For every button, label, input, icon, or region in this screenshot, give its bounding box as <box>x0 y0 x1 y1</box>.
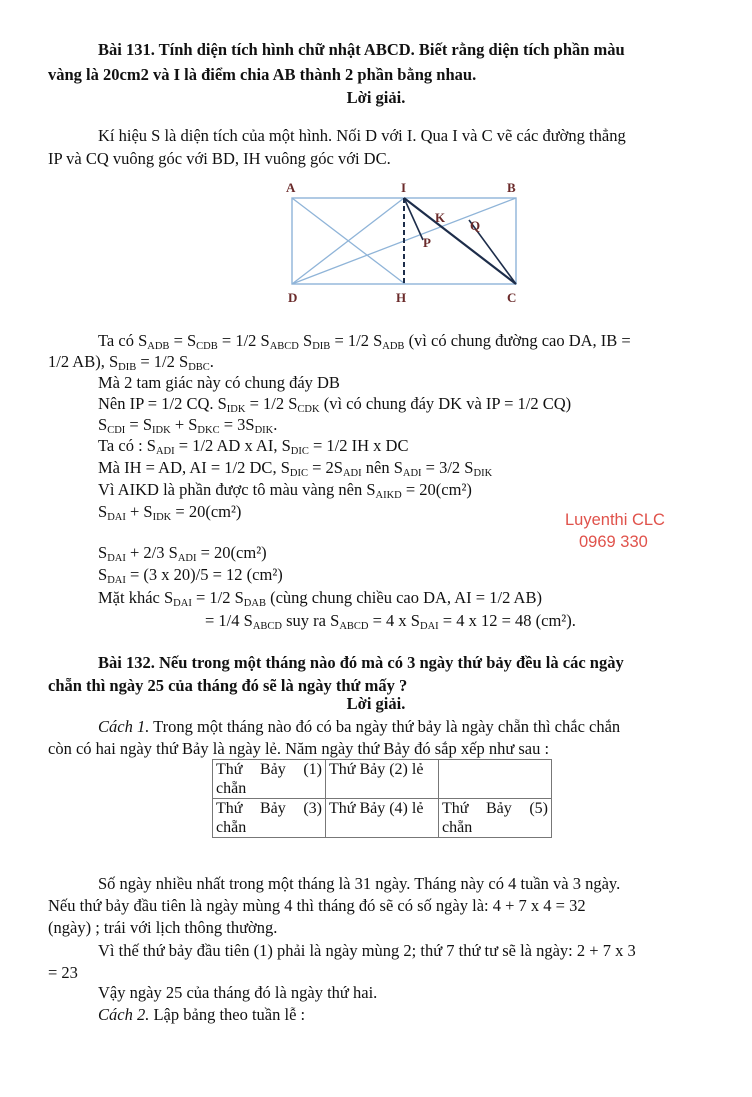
label-k: K <box>435 210 446 225</box>
table-row <box>213 799 552 838</box>
solution-line: $S_{DAI} = (3$ x 20)/5 = 12 (cm²) <box>98 565 283 586</box>
conclusion-line: Vậy ngày 25 của tháng đó là ngày thứ hai. <box>98 983 378 1002</box>
solution-line: $S_{CDI} = S_{IDK} + S_{DKC} = 3S_{DIK}$. <box>98 415 278 436</box>
paragraph-line: = 23 <box>48 963 78 982</box>
solution-line: 1/2 AB), $S_{DIB} = 1/2$ $S_{DBC}$. <box>48 352 214 373</box>
label-c: C <box>507 290 517 305</box>
solution-line: Mà IH = AD, AI = 1/2 DC, $S_{DIC} = 2S_{ADI}$ nên $S_{ADI} = 3/2$ $S_{DIK}$ <box>98 458 493 479</box>
table-cell: Thứ Bảy (2) lẻ <box>326 760 439 799</box>
solution-line: $S_{DAI} + S_{IDK} = 20(cm^2)$ <box>98 502 242 523</box>
solution-line: Nên IP = 1/2 CQ. $S_{IDK} = 1/2$ $S_{CDK}$ (vì có chung đáy DK và IP = 1/2 CQ) <box>98 394 572 415</box>
table-cell <box>439 760 552 799</box>
table-cell: Thứ Bảy (3) chẵn <box>213 799 326 838</box>
rectangle-diagram <box>280 178 540 308</box>
label-p: P <box>423 235 431 250</box>
solution-heading-131: Lời giải. <box>346 88 406 107</box>
method-2-label: Cách 2. <box>98 1005 150 1024</box>
label-a: A <box>286 180 296 195</box>
watermark-phone: 0969 330 <box>579 533 648 551</box>
paragraph-line: Số ngày nhiều nhất trong một tháng là 31 ngày. Tháng này có 4 tuần và 3 ngày. <box>98 874 621 893</box>
method-1-line-1: Cách 1. Trong một tháng nào đó có ba ngày thứ bảy là ngày chẵn thì chắc chắn <box>98 717 621 736</box>
solution-line: $S_{DAI} + 2/3$ $S_{ADI} = 20(cm^2)$ <box>98 543 267 564</box>
paragraph-line: (ngày) ; trái với lịch thông thường. <box>48 918 278 937</box>
label-b: B <box>507 180 516 195</box>
table-cell: Thứ Bảy (4) lẻ <box>326 799 439 838</box>
solution-line: = 1/4 $S_{ABCD}$ suy ra $S_{ABCD} = 4$ x $S_{DAI} = 4$ x 12 = 48 (cm²). <box>205 611 576 632</box>
table-cell: Thứ Bảy (1) chẵn <box>213 760 326 799</box>
intro-line-1: Kí hiệu S là diện tích của một hình. Nối D với I. Qua I và C vẽ các đường thẳng <box>98 126 626 145</box>
problem-131-title-cont: vàng là 20cm2 và I là điểm chia AB thành 2 phần bằng nhau. <box>48 65 477 84</box>
problem-132-title-cont: chẵn thì ngày 25 của tháng đó sẽ là ngày thứ mấy ? <box>48 676 408 695</box>
watermark-name: Luyenthi CLC <box>565 511 665 529</box>
paragraph-line: Vì thế thứ bảy đầu tiên (1) phải là ngày mùng 2; thứ 7 thứ tư sẽ là ngày: 2 + 7 x 3 <box>98 941 636 960</box>
intro-line-2: IP và CQ vuông góc với BD, IH vuông góc với DC. <box>48 149 391 168</box>
label-h: H <box>396 290 407 305</box>
label-d: D <box>288 290 298 305</box>
label-q: Q <box>470 218 481 233</box>
solution-line: Ta có $S_{ADB} = S_{CDB} = 1/2$ $S_{ABCD}$ $S_{DIB} = 1/2$ $S_{ADB}$ (vì có chung đường cao DA, IB = <box>98 331 631 352</box>
saturdays-table <box>212 759 552 838</box>
solution-line: Mà 2 tam giác này có chung đáy DB <box>98 373 340 392</box>
solution-line: Vì AIKD là phần được tô màu vàng nên $S_{AIKD} = 20(cm^2)$ <box>98 480 472 501</box>
problem-131-title: Bài 131. Tính diện tích hình chữ nhật ABCD. Biết rằng diện tích phần màu <box>98 40 625 59</box>
solution-line: Mặt khác $S_{DAI} = 1/2$ $S_{DAB}$ (cùng chung chiều cao DA, AI = 1/2 AB) <box>98 588 542 609</box>
paragraph-line: Nếu thứ bảy đầu tiên là ngày mùng 4 thì tháng đó sẽ có số ngày là: 4 + 7 x 4 = 32 <box>48 896 586 915</box>
segment-ic <box>404 198 516 284</box>
method-1-line-2: còn có hai ngày thứ Bảy là ngày lẻ. Năm ngày thứ Bảy đó sắp xếp như sau : <box>48 739 550 758</box>
table-cell: Thứ Bảy (5) chẵn <box>439 799 552 838</box>
method-2-line: Cách 2. Lập bảng theo tuần lễ : <box>98 1005 306 1024</box>
table-row <box>213 760 552 799</box>
label-i: I <box>401 180 407 195</box>
problem-132-title: Bài 132. Nếu trong một tháng nào đó mà có 3 ngày thứ bảy đều là các ngày <box>98 653 624 672</box>
solution-heading-132: Lời giải. <box>346 694 406 713</box>
solution-line: Ta có : $S_{ADI} = 1/2$ AD x AI, $S_{DIC} = 1/2$ IH x DC <box>98 436 409 457</box>
method-1-label: Cách 1. <box>98 717 150 736</box>
